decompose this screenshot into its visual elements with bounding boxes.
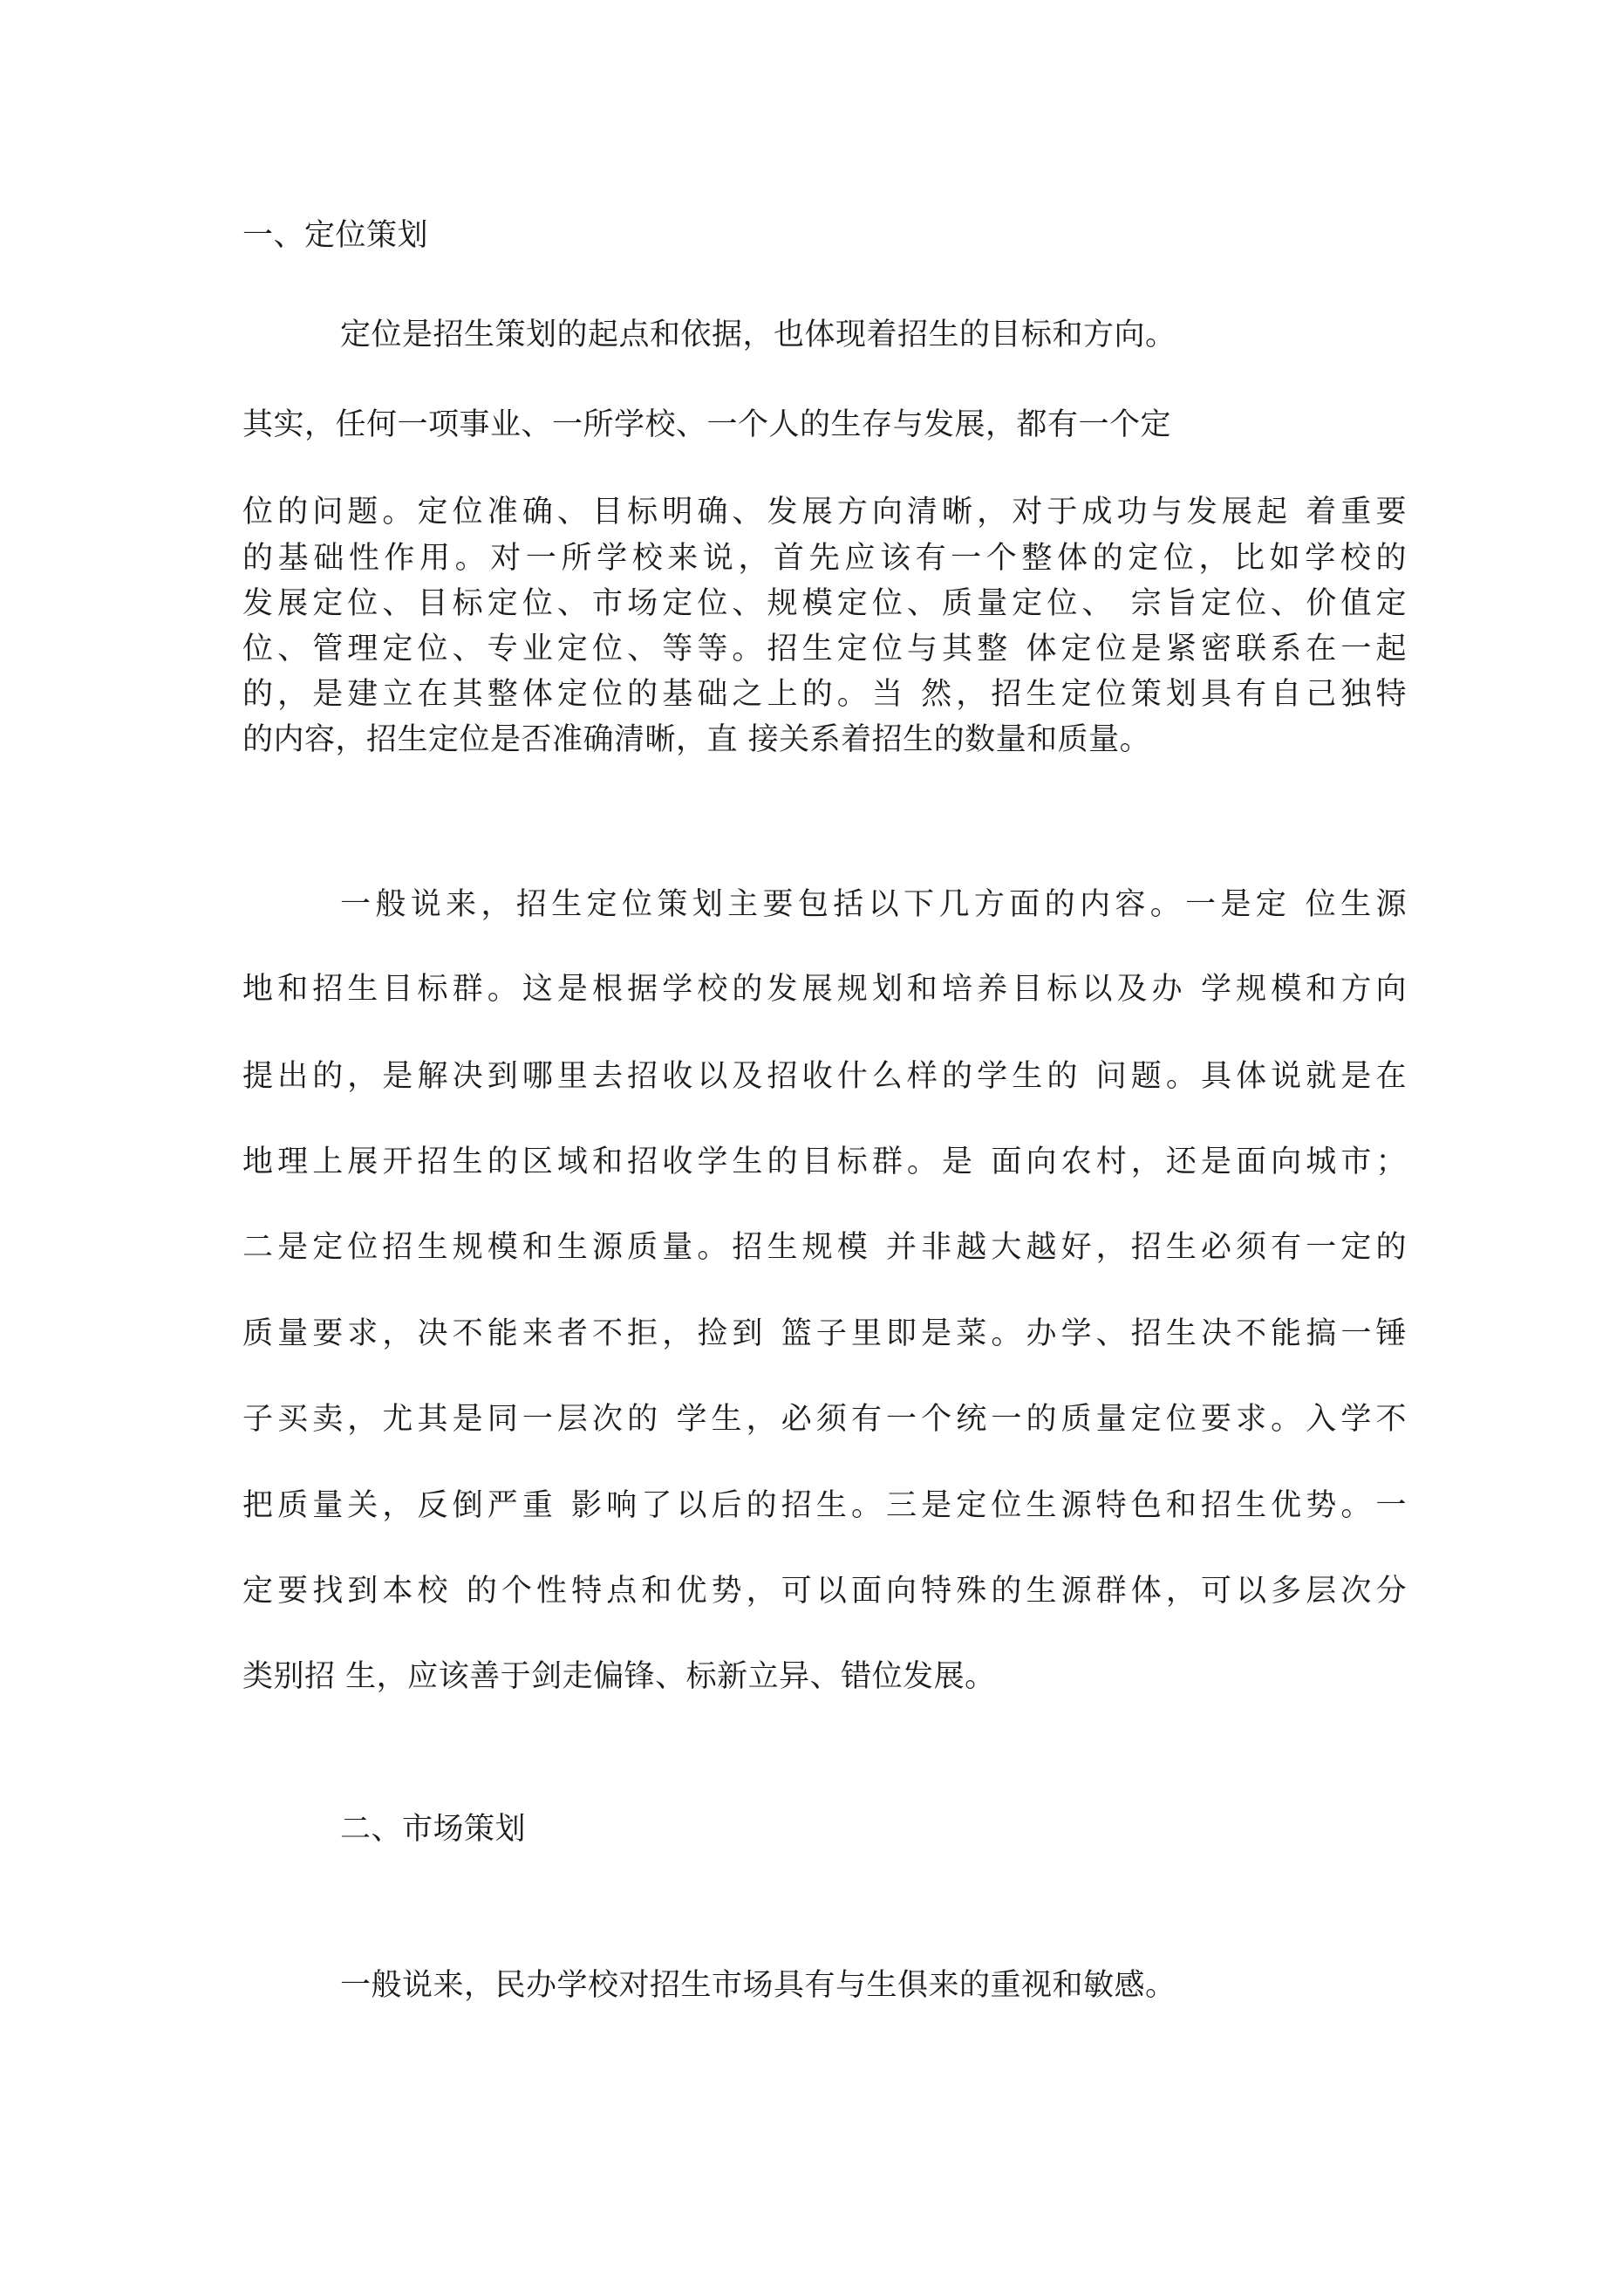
- paragraph-line: 子买卖，尤其是同一层次的 学生，必须有一个统一的质量定位要求。入学不: [242, 1402, 1407, 1437]
- paragraph-line: 发展定位、目标定位、市场定位、规模定位、质量定位、 宗旨定位、价值定: [242, 586, 1407, 621]
- paragraph-line: 的，是建立在其整体定位的基础之上的。当 然，招生定位策划具有自己独特: [242, 677, 1407, 712]
- paragraph-line: 提出的，是解决到哪里去招收以及招收什么样的学生的 问题。具体说就是在: [242, 1059, 1407, 1094]
- paragraph-line: 定要找到本校 的个性特点和优势，可以面向特殊的生源群体，可以多层次分: [242, 1574, 1407, 1609]
- paragraph-line: 的内容，招生定位是否准确清晰，直 接关系着招生的数量和质量。: [242, 722, 1151, 757]
- paragraph-line: 定位是招生策划的起点和依据，也体现着招生的目标和方向。: [340, 318, 1176, 352]
- section-heading: 一、定位策划: [242, 218, 429, 253]
- paragraph-line: 的基础性作用。对一所学校来说，首先应该有一个整体的定位，比如学校的: [242, 541, 1407, 576]
- paragraph-line: 质量要求，决不能来者不拒，捡到 篮子里即是菜。办学、招生决不能搞一锤: [242, 1316, 1407, 1351]
- paragraph-line: 一般说来，招生定位策划主要包括以下几方面的内容。一是定 位生源: [340, 887, 1407, 922]
- paragraph-line: 其实，任何一项事业、一所学校、一个人的生存与发展，都有一个定: [242, 407, 1172, 442]
- paragraph-line: 位、管理定位、专业定位、等等。招生定位与其整 体定位是紧密联系在一起: [242, 632, 1407, 666]
- paragraph-line: 地理上展开招生的区域和招收学生的目标群。是 面向农村，还是面向城市；: [242, 1145, 1407, 1179]
- paragraph-line: 二是定位招生规模和生源质量。招生规模 并非越大越好，招生必须有一定的: [242, 1230, 1407, 1265]
- paragraph-line: 一般说来，民办学校对招生市场具有与生俱来的重视和敏感。: [340, 1968, 1176, 2003]
- section-heading: 二、市场策划: [340, 1812, 527, 1847]
- paragraph-line: 把质量关，反倒严重 影响了以后的招生。三是定位生源特色和招生优势。一: [242, 1488, 1407, 1523]
- paragraph-line: 位的问题。定位准确、目标明确、发展方向清晰，对于成功与发展起 着重要: [242, 495, 1407, 530]
- paragraph-line: 类别招 生，应该善于剑走偏锋、标新立异、错位发展。: [242, 1659, 996, 1694]
- paragraph-line: 地和招生目标群。这是根据学校的发展规划和培养目标以及办 学规模和方向: [242, 972, 1407, 1007]
